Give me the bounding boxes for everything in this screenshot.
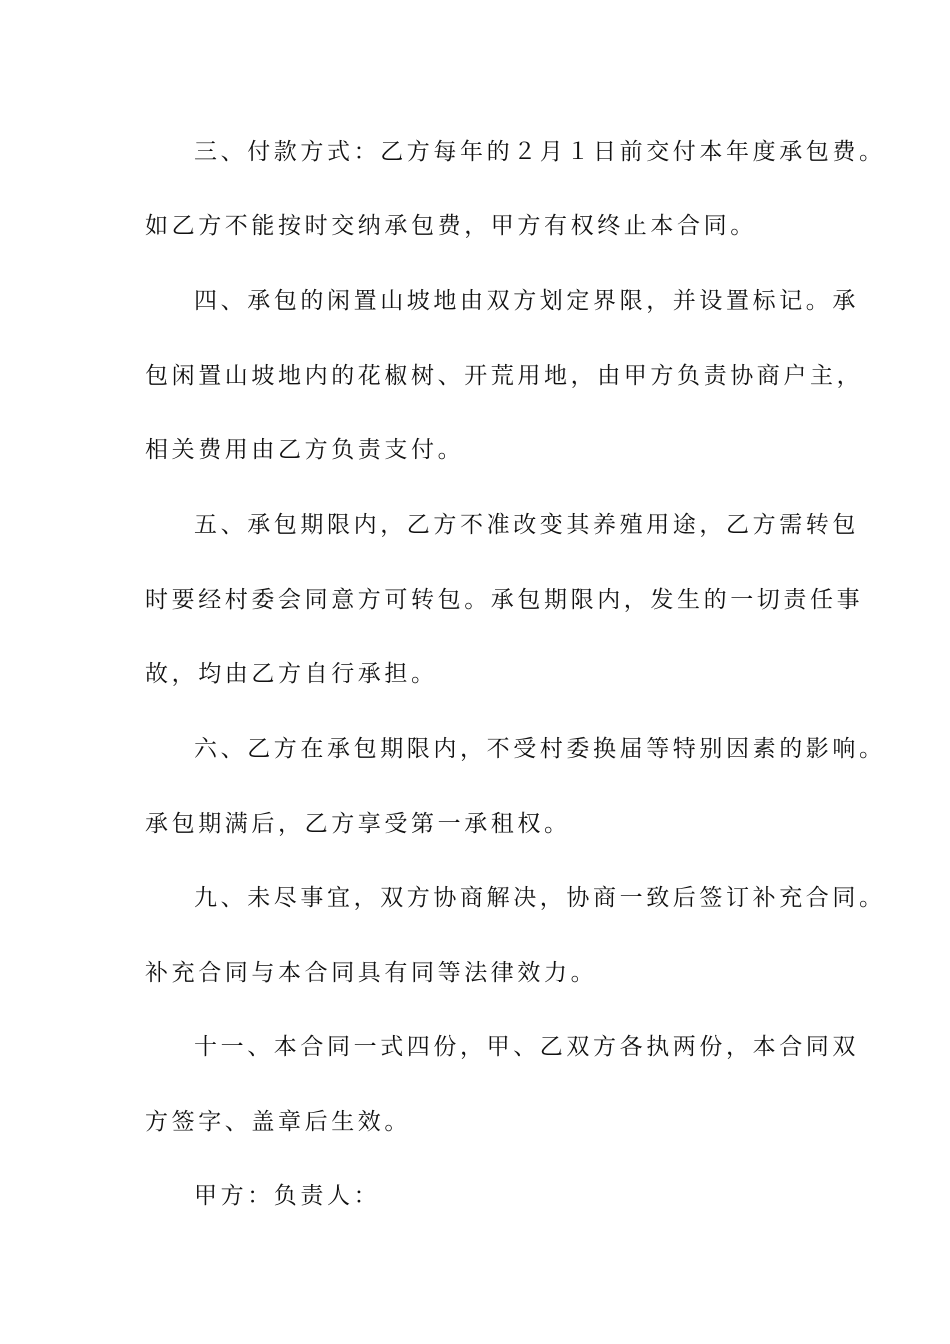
- clause-4-line-1: 四、承包的闲置山坡地由双方划定界限，并设置标记。承: [194, 288, 859, 314]
- clause-9-line-1: 九、未尽事宜，双方协商解决，协商一致后签订补充合同。: [194, 885, 886, 911]
- clause-5-line-3: 故，均由乙方自行承担。: [145, 661, 438, 687]
- clause-4-line-2: 包闲置山坡地内的花椒树、开荒用地，由甲方负责协商户主，: [145, 363, 864, 389]
- clause-3-line-1: 三、付款方式：乙方每年的２月１日前交付本年度承包费。: [194, 139, 886, 165]
- clause-6-line-1: 六、乙方在承包期限内，不受村委换届等特别因素的影响。: [194, 736, 886, 762]
- clause-6-line-2: 承包期满后，乙方享受第一承租权。: [145, 811, 571, 837]
- party-a-signature-line: 甲方：负责人：: [194, 1183, 381, 1209]
- clause-5-line-1: 五、承包期限内，乙方不准改变其养殖用途，乙方需转包: [194, 512, 859, 538]
- clause-3-line-2: 如乙方不能按时交纳承包费，甲方有权终止本合同。: [145, 213, 757, 239]
- clause-4-line-3: 相关费用由乙方负责支付。: [145, 437, 465, 463]
- clause-9-line-2: 补充合同与本合同具有同等法律效力。: [145, 960, 598, 986]
- clause-5-line-2: 时要经村委会同意方可转包。承包期限内，发生的一切责任事: [145, 587, 864, 613]
- clause-11-line-2: 方签字、盖章后生效。: [145, 1109, 411, 1135]
- clause-11-line-1: 十一、本合同一式四份，甲、乙双方各执两份，本合同双: [194, 1034, 859, 1060]
